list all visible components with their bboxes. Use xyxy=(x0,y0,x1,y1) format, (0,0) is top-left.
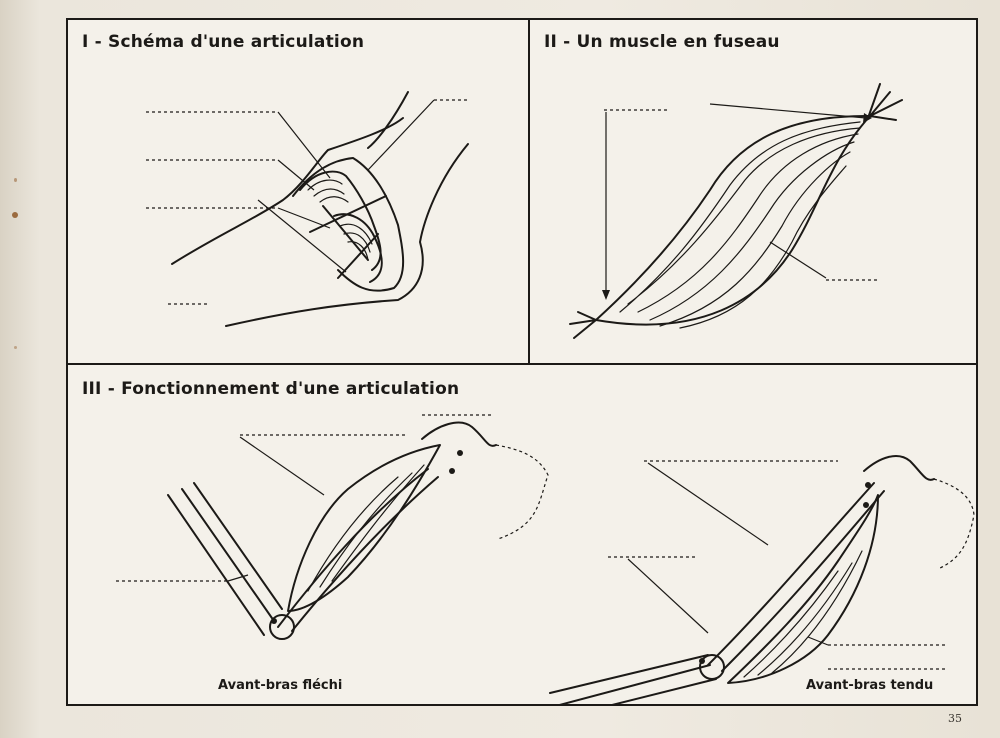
tendon-insertion xyxy=(865,482,871,488)
panel-joint-function xyxy=(68,365,976,704)
label-leader xyxy=(240,437,324,495)
muscle-belly xyxy=(596,116,870,325)
panel-title: I - Schéma d'une articulation xyxy=(82,32,365,52)
label-leader xyxy=(648,463,768,545)
page-number: 35 xyxy=(948,712,962,725)
rust-spot xyxy=(14,178,17,182)
label-leader xyxy=(628,559,708,633)
forearm-bones xyxy=(168,483,282,635)
panel-title: III - Fonctionnement d'une articulation xyxy=(82,379,460,399)
scapula-outline xyxy=(864,456,934,480)
tendon-insertion xyxy=(449,468,455,474)
rust-spot xyxy=(12,212,18,218)
panel-title: II - Un muscle en fuseau xyxy=(544,32,780,52)
arrow-head xyxy=(602,290,610,300)
joint-function-drawing xyxy=(68,365,976,704)
panel-joint-diagram xyxy=(68,20,530,365)
worksheet-frame xyxy=(66,18,978,706)
tendon-insertion xyxy=(699,658,705,664)
rust-spot xyxy=(14,346,17,349)
humerus xyxy=(278,469,438,631)
label-leader xyxy=(770,242,826,278)
joint-diagram-drawing xyxy=(68,20,530,365)
label-leader xyxy=(278,208,330,228)
tendon xyxy=(570,312,596,338)
scapula-dashed xyxy=(934,479,974,569)
tendon xyxy=(868,84,902,120)
muscle-fibres xyxy=(308,465,424,591)
caption-extended-forearm: Avant-bras tendu xyxy=(806,678,934,693)
scapula-dashed xyxy=(496,445,548,539)
caption-flexed-forearm: Avant-bras fléchi xyxy=(218,678,343,693)
label-leader xyxy=(258,200,346,272)
label-leader xyxy=(368,100,434,170)
forearm-bones xyxy=(550,655,716,704)
spindle-muscle-drawing xyxy=(530,20,976,365)
humerus xyxy=(708,483,884,671)
scapula-outline xyxy=(422,423,496,446)
panel-spindle-muscle xyxy=(530,20,976,365)
tendon-insertion xyxy=(271,618,277,624)
label-leader xyxy=(278,112,330,178)
cartilage xyxy=(308,180,348,202)
ligament xyxy=(310,196,386,278)
upper-limb-outline xyxy=(172,118,403,264)
tendon-insertion xyxy=(457,450,463,456)
cartilage xyxy=(340,224,372,260)
tendon-insertion xyxy=(863,502,869,508)
